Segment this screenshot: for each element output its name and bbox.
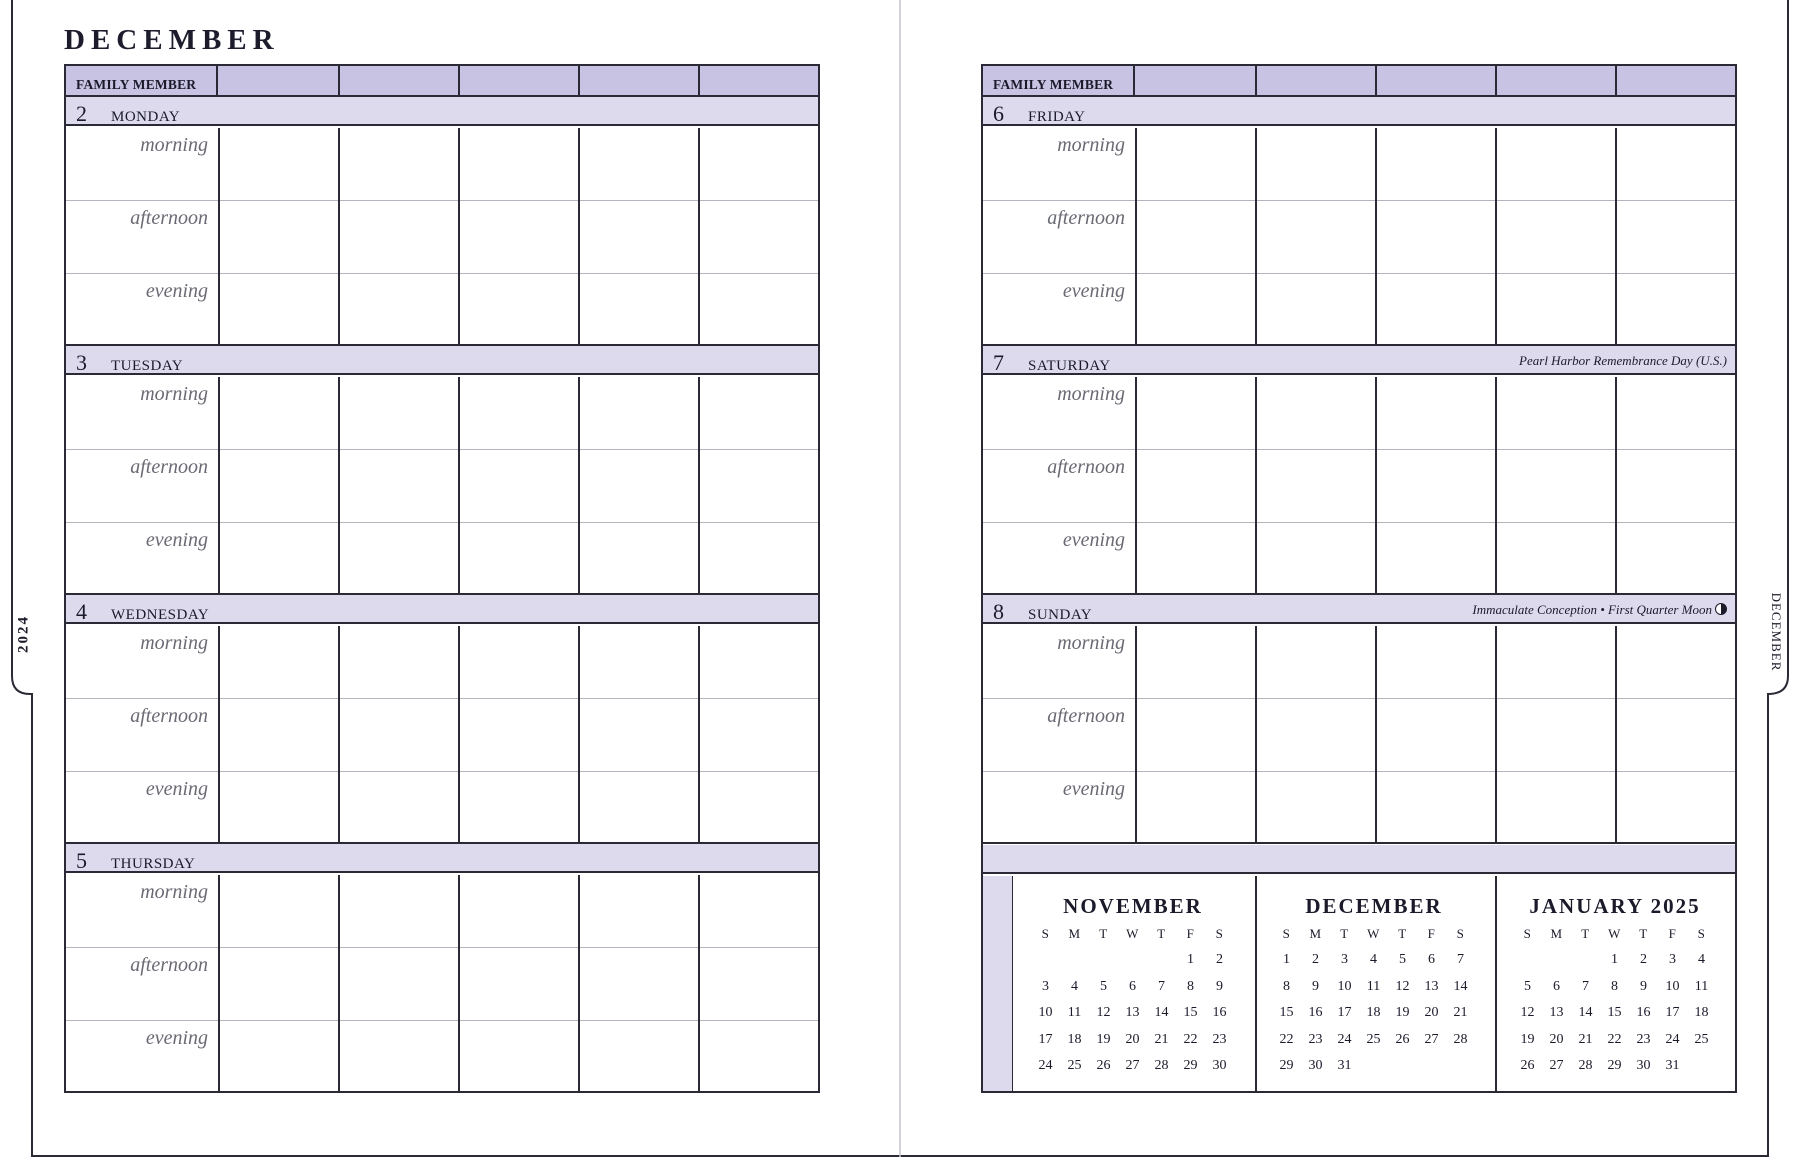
day-name: THURSDAY: [111, 856, 196, 872]
mini-calendar-date: 3: [1341, 952, 1348, 967]
mini-calendar-date: 15: [1183, 1005, 1198, 1020]
time-slot-row[interactable]: [66, 523, 818, 596]
day-grid: [66, 128, 818, 346]
mini-calendar-date: 23: [1212, 1031, 1227, 1047]
mini-calendar-weekday: S: [1282, 926, 1291, 941]
time-slot-label: evening: [145, 1027, 208, 1049]
column-divider: [1375, 377, 1377, 595]
day-name: WEDNESDAY: [111, 607, 210, 623]
mini-calendar: [1013, 876, 1253, 1091]
mini-calendar-date: 13: [1424, 978, 1439, 994]
day-header: [66, 595, 818, 624]
day-grid: [983, 626, 1735, 844]
mini-calendar-weekday: F: [1668, 926, 1677, 941]
day-number: 4: [76, 599, 87, 624]
family-member-name-cell[interactable]: [580, 66, 700, 95]
mini-calendar-strip: [983, 876, 1013, 1091]
mini-calendar-date: 16: [1212, 1005, 1227, 1020]
column-divider: [338, 875, 340, 1093]
column-divider: [338, 128, 340, 346]
family-member-name-cell[interactable]: [1137, 66, 1257, 95]
mini-calendar-date: 27: [1549, 1058, 1564, 1073]
time-slot-row[interactable]: [66, 875, 818, 948]
mini-calendar-date: 9: [1216, 978, 1223, 994]
day-grid: [66, 626, 818, 844]
mini-calendar-date: 1: [1283, 952, 1290, 967]
mini-calendar-date: 11: [1694, 978, 1709, 994]
day-header: [66, 844, 818, 873]
day-event-note: [1472, 602, 1727, 618]
day-name: MONDAY: [111, 109, 181, 125]
mini-calendar-date: 3: [1042, 978, 1049, 994]
time-slot-label: morning: [1057, 383, 1125, 405]
time-slot-label: evening: [145, 529, 208, 551]
day-block-0: [66, 97, 818, 346]
mini-calendar-date: 8: [1187, 978, 1194, 994]
day-grid: [983, 377, 1735, 595]
mini-calendar-date: 1: [1187, 952, 1194, 967]
column-divider: [458, 875, 460, 1093]
time-slot-row[interactable]: [66, 772, 818, 845]
mini-calendar-date: 17: [1337, 1005, 1352, 1020]
column-divider: [698, 377, 700, 595]
mini-calendar-date: 31: [1337, 1058, 1352, 1073]
time-slot-label: morning: [1057, 632, 1125, 654]
column-divider: [1615, 626, 1617, 844]
column-divider: [218, 128, 220, 346]
family-member-row: [983, 66, 1735, 97]
column-divider: [338, 626, 340, 844]
mini-calendar-date: 13: [1125, 1005, 1140, 1020]
mini-calendar-date: 26: [1395, 1031, 1410, 1047]
day-grid: [66, 875, 818, 1093]
mini-calendar-date: 15: [1607, 1005, 1622, 1020]
mini-calendar-date: 20: [1549, 1031, 1564, 1047]
day-name: FRIDAY: [1028, 109, 1086, 125]
time-slot-label: evening: [1062, 778, 1125, 800]
time-slot-row[interactable]: [983, 201, 1735, 274]
mini-calendar-date: 27: [1125, 1058, 1140, 1073]
mini-calendar-date: 16: [1636, 1005, 1651, 1020]
mini-calendar-date: 29: [1607, 1058, 1622, 1073]
column-divider: [458, 626, 460, 844]
mini-calendar-date: 10: [1665, 978, 1680, 994]
mini-calendar-date: 1: [1611, 952, 1618, 967]
time-slot-label: afternoon: [1047, 456, 1125, 478]
mini-calendar-weekday: T: [1639, 926, 1648, 941]
mini-calendar-date: 4: [1370, 952, 1377, 967]
mini-calendars: [983, 876, 1735, 1091]
column-divider: [698, 128, 700, 346]
mini-calendar-weekday: F: [1427, 926, 1436, 941]
mini-calendar: [1495, 876, 1735, 1091]
mini-calendar-date: 17: [1665, 1005, 1680, 1020]
mini-calendar-date: 11: [1366, 978, 1381, 994]
family-member-name-cell[interactable]: [460, 66, 580, 95]
mini-calendar-date: 6: [1129, 978, 1136, 994]
time-slot-row[interactable]: [66, 699, 818, 772]
day-number: 5: [76, 848, 87, 873]
time-slot-row[interactable]: [66, 1021, 818, 1094]
mini-calendar-date: 5: [1399, 952, 1406, 967]
column-divider: [1255, 377, 1257, 595]
mini-calendar-title: NOVEMBER: [1063, 894, 1203, 918]
mini-calendar-date: 8: [1611, 978, 1618, 994]
family-member-name-cell[interactable]: [1377, 66, 1497, 95]
mini-calendar-date: 18: [1067, 1031, 1082, 1047]
column-divider: [698, 875, 700, 1093]
mini-calendar-date: 12: [1520, 1005, 1535, 1020]
mini-calendar-weekday: S: [1523, 926, 1532, 941]
mini-calendar-date: 30: [1636, 1058, 1651, 1073]
mini-calendar-date: 24: [1038, 1058, 1053, 1073]
mini-calendar-date: 6: [1428, 952, 1435, 967]
mini-calendar-weekday: T: [1099, 926, 1108, 941]
mini-calendar-weekday: S: [1215, 926, 1224, 941]
time-slot-row[interactable]: [66, 274, 818, 347]
mini-calendar-date: 28: [1154, 1058, 1169, 1073]
time-slot-row[interactable]: [983, 450, 1735, 523]
day-number: 8: [993, 599, 1004, 624]
column-divider: [1255, 128, 1257, 346]
time-slot-label: afternoon: [1047, 207, 1125, 229]
mini-calendar-date: 26: [1520, 1058, 1535, 1073]
mini-calendar-date: 20: [1125, 1031, 1140, 1047]
notes-band: [983, 845, 1735, 874]
family-member-name-cell[interactable]: [1617, 66, 1737, 95]
day-header: [983, 346, 1735, 375]
day-grid: [66, 377, 818, 595]
day-block-2: [983, 595, 1735, 844]
mini-calendar-date: 10: [1337, 978, 1352, 994]
mini-calendar-date: 6: [1553, 978, 1560, 994]
page-title: DECEMBER: [64, 24, 280, 56]
column-divider: [1135, 626, 1137, 844]
time-slot-label: morning: [140, 881, 208, 903]
column-divider: [1135, 377, 1137, 595]
mini-calendar-weekday: T: [1398, 926, 1407, 941]
mini-calendar-title: JANUARY 2025: [1529, 894, 1701, 918]
time-slot-row[interactable]: [66, 377, 818, 450]
mini-calendar-weekday: W: [1367, 926, 1380, 941]
mini-calendar-date: 22: [1607, 1031, 1622, 1047]
family-member-name-cell[interactable]: [700, 66, 820, 95]
time-slot-row[interactable]: [983, 699, 1735, 772]
mini-calendar-weekday: S: [1456, 926, 1465, 941]
mini-calendar-date: 28: [1578, 1058, 1593, 1073]
mini-calendar-date: 7: [1158, 978, 1165, 994]
day-header: [983, 595, 1735, 624]
day-event-text: Pearl Harbor Remembrance Day (U.S.): [1519, 353, 1727, 368]
mini-calendar-date: 21: [1578, 1031, 1593, 1047]
mini-calendar-weekday: F: [1186, 926, 1195, 941]
mini-calendar-date: 5: [1100, 978, 1107, 994]
mini-calendar-date: 25: [1067, 1058, 1082, 1073]
column-divider: [1495, 377, 1497, 595]
family-member-label: FAMILY MEMBER: [66, 66, 218, 95]
day-block-3: [66, 844, 818, 1093]
time-slot-label: evening: [1062, 280, 1125, 302]
family-member-row: [66, 66, 818, 97]
mini-calendar-weekday: M: [1550, 926, 1563, 941]
column-divider: [218, 626, 220, 844]
day-header: [66, 97, 818, 126]
mini-calendar-date: 16: [1308, 1005, 1323, 1020]
mini-calendar-title: DECEMBER: [1305, 894, 1443, 918]
mini-calendar-date: 5: [1524, 978, 1531, 994]
mini-calendar-weekday: S: [1041, 926, 1050, 941]
mini-calendar-date: 22: [1183, 1031, 1198, 1047]
mini-calendar-weekday: W: [1126, 926, 1139, 941]
time-slot-label: afternoon: [130, 207, 208, 229]
mini-calendar-date: 14: [1453, 978, 1468, 994]
mini-calendar-date: 30: [1308, 1058, 1323, 1073]
column-divider: [1495, 128, 1497, 346]
time-slot-row[interactable]: [983, 626, 1735, 699]
time-slot-row[interactable]: [983, 772, 1735, 845]
day-block-2: [66, 595, 818, 844]
mini-calendar-date: 21: [1453, 1005, 1468, 1020]
time-slot-label: morning: [1057, 134, 1125, 156]
mini-calendar-date: 3: [1669, 952, 1676, 967]
mini-calendar-date: 25: [1694, 1031, 1709, 1047]
family-member-name-cell[interactable]: [1497, 66, 1617, 95]
mini-calendar-divider: [1495, 876, 1497, 1091]
family-member-label: FAMILY MEMBER: [983, 66, 1135, 95]
day-event-note: [1519, 353, 1727, 369]
mini-calendar-weekday: T: [1340, 926, 1349, 941]
mini-calendar-date: 19: [1395, 1005, 1410, 1020]
time-slot-row[interactable]: [983, 377, 1735, 450]
mini-calendar-date: 27: [1424, 1031, 1439, 1047]
day-event-text: Immaculate Conception • First Quarter Moon: [1472, 602, 1712, 617]
column-divider: [1375, 626, 1377, 844]
mini-calendar-date: 9: [1312, 978, 1319, 994]
column-divider: [578, 128, 580, 346]
column-divider: [1135, 128, 1137, 346]
mini-calendar-date: 2: [1216, 952, 1223, 967]
time-slot-label: afternoon: [130, 456, 208, 478]
mini-calendar-date: 13: [1549, 1005, 1564, 1020]
left-page: [64, 64, 820, 1093]
column-divider: [698, 626, 700, 844]
mini-calendar-date: 12: [1395, 978, 1410, 994]
family-member-name-cell[interactable]: [1257, 66, 1377, 95]
mini-calendar-date: 21: [1154, 1031, 1169, 1047]
time-slot-row[interactable]: [983, 523, 1735, 596]
column-divider: [458, 377, 460, 595]
mini-calendar-weekday: M: [1068, 926, 1081, 941]
column-divider: [1375, 128, 1377, 346]
first-quarter-moon-icon: [1715, 603, 1727, 615]
family-member-name-cell[interactable]: [340, 66, 460, 95]
mini-calendar-date: 2: [1312, 952, 1319, 967]
mini-calendar-date: 15: [1279, 1005, 1294, 1020]
day-grid: [983, 128, 1735, 346]
day-block-1: [66, 346, 818, 595]
mini-calendar-date: 12: [1096, 1005, 1111, 1020]
mini-calendar-date: 4: [1071, 978, 1078, 994]
mini-calendar-date: 23: [1636, 1031, 1651, 1047]
mini-calendar-date: 4: [1698, 952, 1705, 967]
time-slot-label: evening: [145, 280, 208, 302]
day-name: TUESDAY: [111, 358, 184, 374]
time-slot-row[interactable]: [66, 948, 818, 1021]
mini-calendar-date: 22: [1279, 1031, 1294, 1047]
day-number: 2: [76, 101, 87, 126]
time-slot-label: afternoon: [130, 954, 208, 976]
column-divider: [1495, 626, 1497, 844]
mini-calendar-date: 29: [1183, 1058, 1198, 1073]
time-slot-label: afternoon: [130, 705, 208, 727]
mini-calendar-date: 26: [1096, 1058, 1111, 1073]
day-number: 3: [76, 350, 87, 375]
column-divider: [1615, 128, 1617, 346]
time-slot-label: morning: [140, 383, 208, 405]
mini-calendar-date: 19: [1520, 1031, 1535, 1047]
mini-calendar-date: 7: [1457, 952, 1464, 967]
column-divider: [578, 626, 580, 844]
day-block-1: [983, 346, 1735, 595]
column-divider: [1255, 626, 1257, 844]
mini-calendar-date: 18: [1366, 1005, 1381, 1020]
mini-calendar-date: 2: [1640, 952, 1647, 967]
day-name: SATURDAY: [1028, 358, 1111, 374]
mini-calendar-weekday: S: [1697, 926, 1706, 941]
time-slot-label: evening: [145, 778, 208, 800]
mini-calendar: [1255, 876, 1493, 1091]
column-divider: [578, 875, 580, 1093]
mini-calendar-date: 10: [1038, 1005, 1053, 1020]
day-block-0: [983, 97, 1735, 346]
column-divider: [218, 875, 220, 1093]
mini-calendar-date: 11: [1067, 1005, 1082, 1020]
time-slot-row[interactable]: [66, 201, 818, 274]
column-divider: [218, 377, 220, 595]
time-slot-row[interactable]: [983, 274, 1735, 347]
mini-calendar-date: 9: [1640, 978, 1647, 994]
mini-calendar-divider: [1255, 876, 1257, 1091]
day-header: [66, 346, 818, 375]
right-page: [981, 64, 1737, 1093]
mini-calendar-date: 24: [1337, 1031, 1352, 1047]
time-slot-label: morning: [140, 134, 208, 156]
mini-calendar-date: 25: [1366, 1031, 1381, 1047]
mini-calendar-weekday: W: [1608, 926, 1621, 941]
mini-calendar-date: 14: [1578, 1005, 1593, 1020]
day-number: 6: [993, 101, 1004, 126]
mini-calendar-date: 17: [1038, 1031, 1053, 1047]
mini-calendar-date: 18: [1694, 1005, 1709, 1020]
mini-calendar-date: 20: [1424, 1005, 1439, 1020]
mini-calendar-weekday: T: [1581, 926, 1590, 941]
day-header: [983, 97, 1735, 126]
family-member-name-cell[interactable]: [220, 66, 340, 95]
mini-calendar-weekday: M: [1309, 926, 1322, 941]
mini-calendar-weekday: T: [1157, 926, 1166, 941]
time-slot-row[interactable]: [983, 128, 1735, 201]
day-name: SUNDAY: [1028, 607, 1093, 623]
mini-calendar-date: 7: [1582, 978, 1589, 994]
time-slot-label: morning: [140, 632, 208, 654]
mini-calendar-date: 31: [1665, 1058, 1680, 1073]
mini-calendar-date: 30: [1212, 1058, 1227, 1073]
column-divider: [1615, 377, 1617, 595]
time-slot-row[interactable]: [66, 626, 818, 699]
column-divider: [338, 377, 340, 595]
day-number: 7: [993, 350, 1004, 375]
time-slot-label: evening: [1062, 529, 1125, 551]
mini-calendar-date: 23: [1308, 1031, 1323, 1047]
mini-calendar-date: 14: [1154, 1005, 1169, 1020]
time-slot-row[interactable]: [66, 450, 818, 523]
mini-calendar-date: 24: [1665, 1031, 1680, 1047]
column-divider: [458, 128, 460, 346]
time-slot-row[interactable]: [66, 128, 818, 201]
mini-calendar-date: 28: [1453, 1031, 1468, 1047]
mini-calendar-date: 29: [1279, 1058, 1294, 1073]
mini-calendar-date: 19: [1096, 1031, 1111, 1047]
time-slot-label: afternoon: [1047, 705, 1125, 727]
column-divider: [578, 377, 580, 595]
mini-calendar-date: 8: [1283, 978, 1290, 994]
